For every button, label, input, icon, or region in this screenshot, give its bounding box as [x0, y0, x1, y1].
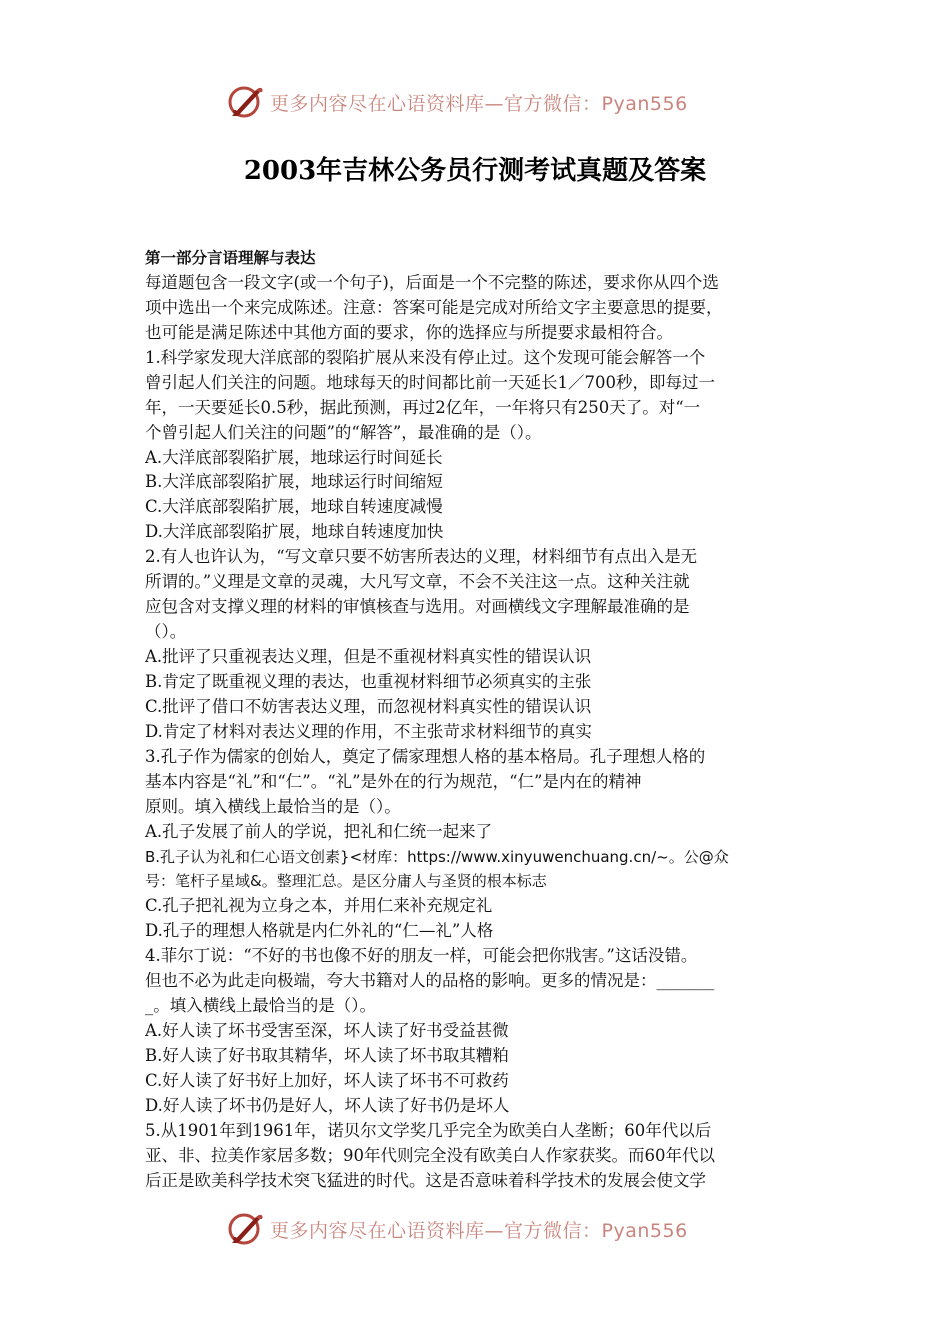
watermark-text: 更多内容尽在心语资料库—官方微信：Pyan556 — [270, 92, 688, 115]
text-line: _。填入横线上最恰当的是（）。 — [145, 996, 376, 1016]
text-line: 亚、非、拉美作家居多数；90年代则完全没有欧美白人作家获奖。而60年代以 — [145, 1145, 715, 1165]
text-line: 应包含对支撑义理的材料的审慎核查与选用。对画横线文字理解最准确的是 — [145, 597, 690, 617]
text-line: （）。 — [145, 622, 187, 642]
footer-watermark-banner — [226, 1207, 688, 1251]
text-line: B.好人读了好书取其精华，坏人读了坏书取其糟粕 — [145, 1046, 509, 1065]
text-line: C.孔子把礼视为立身之本，并用仁来补充规定礼 — [145, 896, 493, 916]
text-line: B.孔子认为礼和仁心语文创素}<材库：https://www.xinyuwenchuang.cn/~。公@众 — [145, 847, 729, 866]
text-line: A.孔子发展了前人的学说，把礼和仁统一起来了 — [145, 821, 493, 841]
text-line: C.好人读了好书好上加好，坏人读了坏书不可救药 — [145, 1070, 509, 1090]
text-line: 5.从1901年到1961年，诺贝尔文学奖几乎完全为欧美白人垄断；60年代以后 — [145, 1120, 712, 1140]
text-line: B.大洋底部裂陷扩展，地球运行时间缩短 — [145, 472, 443, 492]
text-line: 项中选出一个来完成陈述。注意：答案可能是完成对所给文字主要意思的提要， — [145, 297, 723, 317]
text-line: A.批评了只重视表达义理，但是不重视材料真实性的错误认识 — [145, 647, 592, 666]
text-line: 所谓的。”义理是文章的灵魂，大凡写文章，不会不关注这一点。这种关注就 — [145, 572, 690, 592]
text-line: A.大洋底部裂陷扩展，地球运行时间延长 — [145, 447, 443, 467]
text-line: 2.有人也许认为，“写文章只要不妨害所表达的义理，材料细节有点出入是无 — [145, 547, 698, 567]
watermark-text: 更多内容尽在心语资料库—官方微信：Pyan556 — [270, 1219, 688, 1242]
text-line: D.肯定了材料对表达义理的作用，不主张苛求材料细节的真实 — [145, 721, 592, 741]
text-line: 年，一天要延长0.5秒，据此预测，再过2亿年，一年将只有250天了。对“一 — [145, 397, 701, 417]
text-line: 号：笔杆子星域&。整理汇总。是区分庸人与圣贤的根本标志 — [145, 872, 547, 891]
text-line: 后正是欧美科学技术突飞猛进的时代。这是否意味着科学技术的发展会使文学 — [145, 1170, 706, 1190]
text-line: 1.科学家发现大洋底部的裂陷扩展从来没有停止过。这个发现可能会解答一个 — [145, 347, 706, 367]
text-line: 个曾引起人们关注的问题”的“解答”，最准确的是（）。 — [145, 422, 542, 442]
text-line: C.大洋底部裂陷扩展，地球自转速度减慢 — [145, 497, 443, 517]
document-body — [145, 246, 810, 1194]
text-line: B.肯定了既重视义理的表达，也重视材料细节必须真实的主张 — [145, 671, 592, 691]
text-line: 每道题包含一段文字(或一个句子)，后面是一个不完整的陈述，要求你从四个选 — [145, 272, 719, 292]
text-line: 但也不必为此走向极端，夸大书籍对人的品格的影响。更多的情况是：_______ — [145, 971, 715, 991]
text-line: D.孔子的理想人格就是内仁外礼的“仁—礼”人格 — [145, 921, 494, 941]
text-line: 也可能是满足陈述中其他方面的要求，你的选择应与所提要求最相符合。 — [145, 322, 673, 342]
text-line: D.好人读了坏书仍是好人，坏人读了好书仍是坏人 — [145, 1095, 510, 1115]
quill-pen-logo-icon — [226, 1209, 266, 1249]
text-line: 3.孔子作为儒家的创始人，奠定了儒家理想人格的基本格局。孔子理想人格的 — [145, 746, 706, 766]
text-line: 基本内容是“礼”和“仁”。“礼”是外在的行为规范，“仁”是内在的精神 — [145, 771, 642, 791]
text-line: 原则。填入横线上最恰当的是（）。 — [145, 796, 401, 816]
text-line: A.好人读了坏书受害至深，坏人读了好书受益甚微 — [145, 1021, 509, 1041]
text-line: C.批评了借口不妨害表达义理，而忽视材料真实性的错误认识 — [145, 696, 592, 716]
section-heading: 第一部分言语理解与表达 — [145, 249, 316, 267]
text-line: 4.菲尔丁说：“不好的书也像不好的朋友一样，可能会把你戕害。”这话没错。 — [145, 946, 698, 966]
header-watermark-banner — [226, 80, 688, 124]
text-line: 曾引起人们关注的问题。地球每天的时间都比前一天延长1／700秒，即每过一 — [145, 372, 715, 392]
quill-pen-logo-icon — [226, 82, 266, 122]
document-title: 2003年吉林公务员行测考试真题及答案 — [243, 156, 707, 186]
text-line: D.大洋底部裂陷扩展，地球自转速度加快 — [145, 522, 444, 542]
